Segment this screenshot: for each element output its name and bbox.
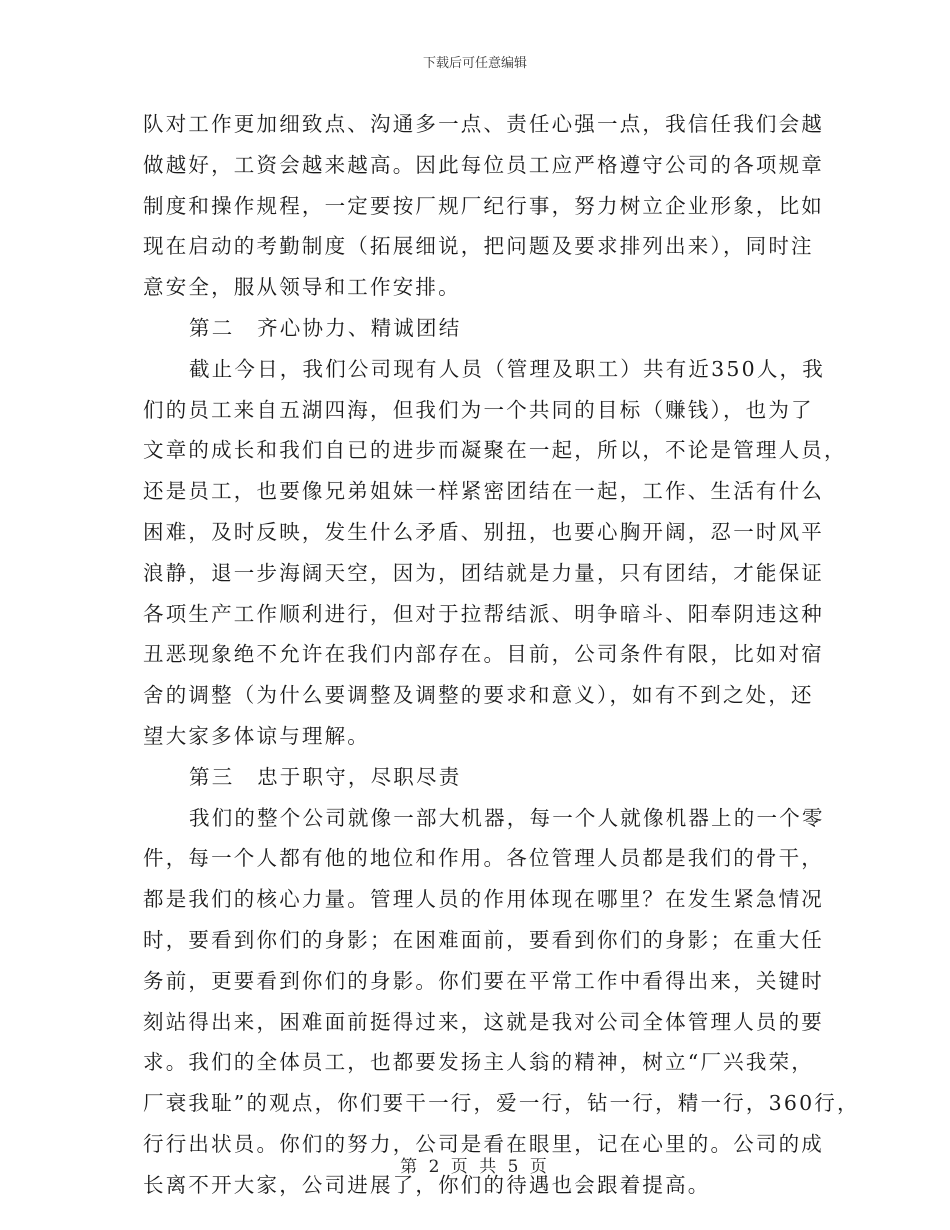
text-line: 厂衰我耻”的观点，你们要干一行，爱一行，钻一行，精一行，360行， xyxy=(143,1091,860,1116)
text-line: 困难，及时反映，发生什么矛盾、别扭，也要心胸开阔，忍一时风平 xyxy=(143,519,824,544)
text-line: 舍的调整（为什么要调整及调整的要求和意义），如有不到之处，还 xyxy=(143,683,814,708)
text-line: 望大家多体谅与理解。 xyxy=(143,723,370,748)
text-line: 刻站得出来，困难面前挺得过来，这就是我对公司全体管理人员的要 xyxy=(143,1009,824,1034)
text-line: 都是我们的核心力量。管理人员的作用体现在哪里？在发生紧急情况 xyxy=(143,887,824,912)
text-line: 意安全，服从领导和工作安排。 xyxy=(143,275,461,300)
text-line: 件，每一个人都有他的地位和作用。各位管理人员都是我们的骨干， xyxy=(143,846,824,871)
text-line: 们的员工来自五湖四海，但我们为一个共同的目标（赚钱），也为了 xyxy=(143,397,814,422)
text-line: 求。我们的全体员工，也都要发扬主人翁的精神，树立“厂兴我荣， xyxy=(143,1050,814,1075)
text-line: 队对工作更加细致点、沟通多一点、责任心强一点，我信任我们会越 xyxy=(143,112,824,136)
document-body xyxy=(143,104,860,1206)
text-line: 第二 齐心协力、精诚团结 xyxy=(189,315,462,340)
text-line: 浪静，退一步海阔天空，因为，团结就是力量，只有团结，才能保证 xyxy=(143,560,824,585)
text-line: 丑恶现象绝不允许在我们内部存在。目前，公司条件有限，比如对宿 xyxy=(143,642,824,667)
text-line: 制度和操作规程，一定要按厂规厂纪行事，努力树立企业形象，比如 xyxy=(143,193,824,218)
text-line: 第三 忠于职守，尽职尽责 xyxy=(189,764,462,789)
text-line: 长离不开大家，公司进展了，你们的待遇也会跟着提高。 xyxy=(143,1172,711,1197)
text-line: 各项生产工作顺利进行，但对于拉帮结派、明争暗斗、阳奉阴违这种 xyxy=(143,601,824,626)
text-line: 截止今日，我们公司现有人员（管理及职工）共有近350人，我 xyxy=(189,356,825,381)
text-line: 还是员工，也要像兄弟姐妹一样紧密团结在一起，工作、生活有什么 xyxy=(143,479,824,504)
text-line: 文章的成长和我们自已的进步而凝聚在一起，所以，不论是管理人员， xyxy=(143,438,847,463)
text-line: 行行出状员。你们的努力，公司是看在眼里，记在心里的。公司的成 xyxy=(143,1131,824,1156)
text-line: 我们的整个公司就像一部大机器，每一个人就像机器上的一个零 xyxy=(189,805,825,830)
text-line: 现在启动的考勤制度（拓展细说，把问题及要求排列出来），同时注 xyxy=(143,234,814,259)
text-line: 做越好，工资会越来越高。因此每位员工应严格遵守公司的各项规章 xyxy=(143,152,824,177)
text-line: 时，要看到你们的身影；在困难面前，要看到你们的身影；在重大任 xyxy=(143,927,824,952)
page-header: 下载后可任意编辑 xyxy=(422,56,527,71)
page-number-footer: 第 2 页 共 5 页 xyxy=(400,1157,550,1177)
text-line: 务前，更要看到你们的身影。你们要在平常工作中看得出来，关键时 xyxy=(143,968,824,993)
